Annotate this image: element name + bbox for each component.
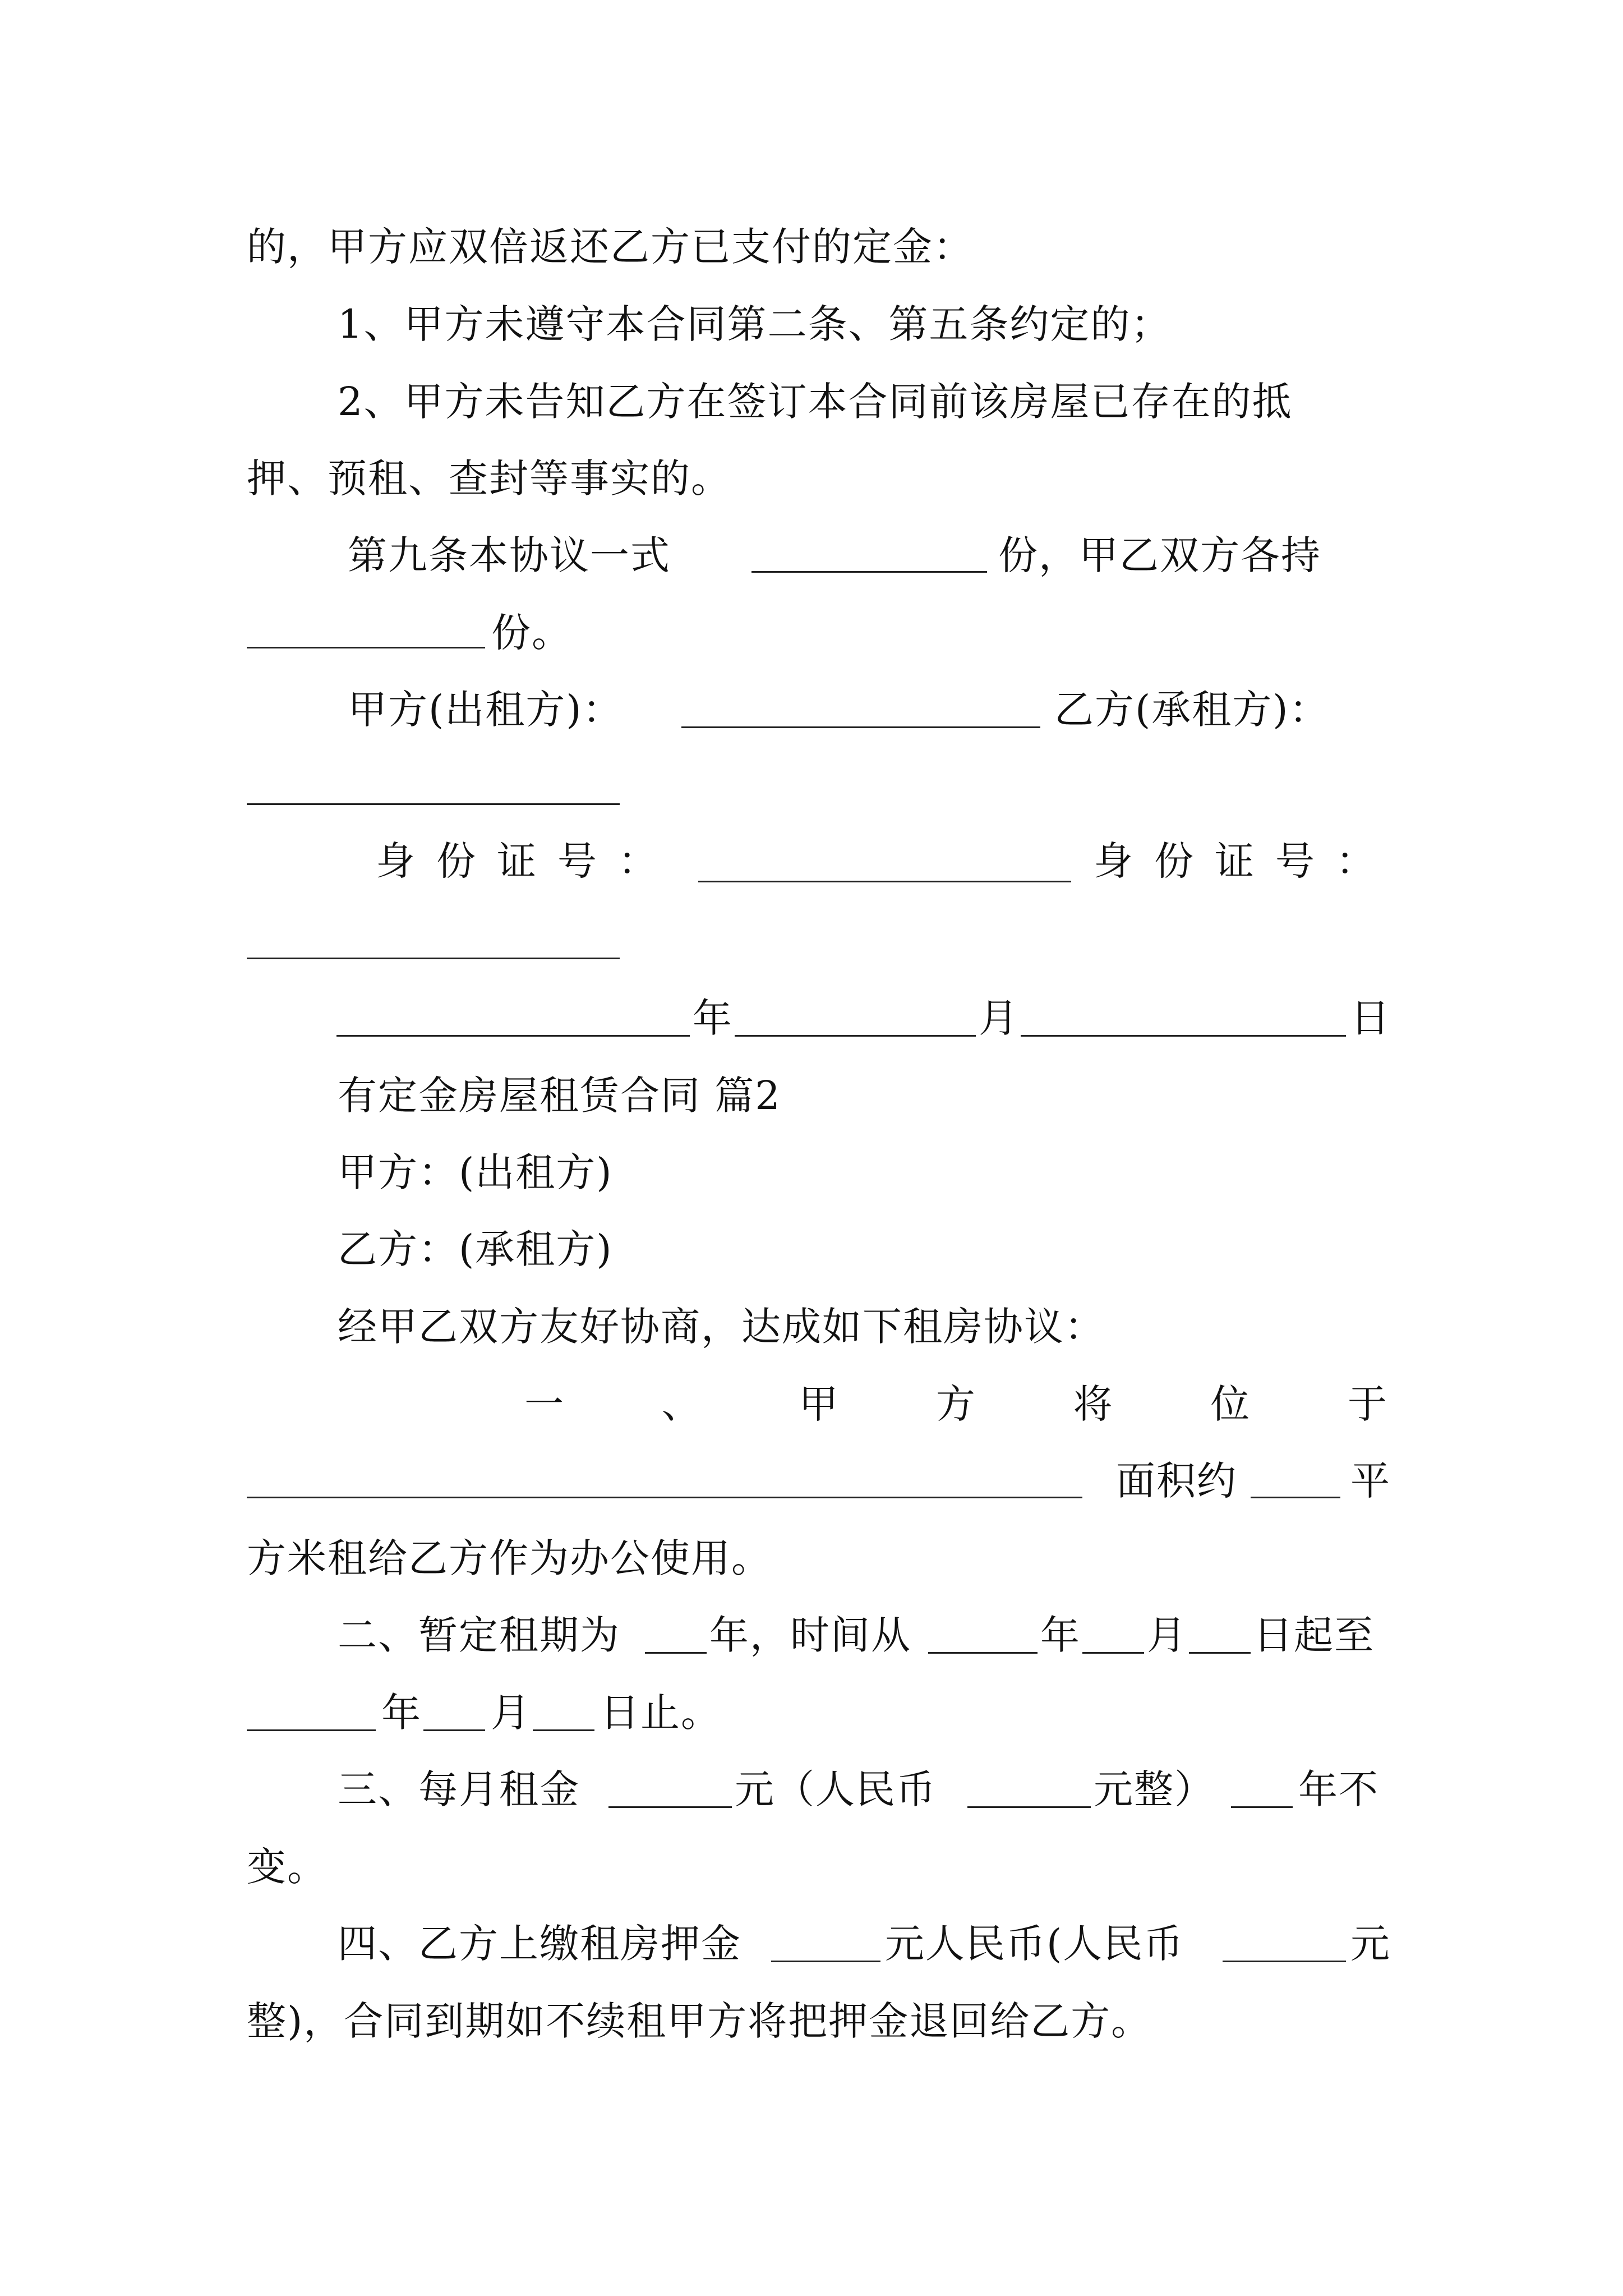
fill-blank xyxy=(533,1729,594,1731)
char: 于 xyxy=(1347,1381,1388,1427)
fill-blank xyxy=(247,1497,1082,1498)
fill-blank xyxy=(336,1035,690,1037)
text-line: 2、甲方未告知乙方在签订本合同前该房屋已存在的抵 xyxy=(338,379,1293,425)
text-line: 日起至 xyxy=(1253,1612,1375,1658)
text-line: 整)，合同到期如不续租甲方将把押金退回给乙方。 xyxy=(247,1998,1152,2044)
text-line: 押、预租、查封等事实的。 xyxy=(247,455,731,501)
fill-blank xyxy=(247,958,620,959)
text-line: 甲方(出租方)： xyxy=(348,687,623,733)
fill-blank xyxy=(608,1806,732,1808)
text-line: 元人民币(人民币 xyxy=(885,1921,1184,1967)
fill-blank xyxy=(681,726,1040,728)
fill-blank xyxy=(1251,1497,1340,1498)
text-line: 1、甲方未遵守本合同第二条、第五条约定的； xyxy=(338,301,1172,347)
text-line: 日止。 xyxy=(600,1690,721,1736)
text-line: 三、每月租金 xyxy=(338,1766,580,1812)
char: 甲 xyxy=(799,1381,840,1427)
text-line: 平 xyxy=(1350,1458,1391,1504)
char: 将 xyxy=(1073,1381,1114,1427)
section-title: 有定金房屋租赁合同 篇2 xyxy=(338,1073,781,1119)
text-line: 甲方：(出租方) xyxy=(338,1149,613,1195)
text-line: 变。 xyxy=(247,1844,328,1890)
text-line: 身份证号： xyxy=(1094,838,1396,884)
fill-blank xyxy=(967,1806,1091,1808)
text-line: 年 xyxy=(693,995,733,1041)
fill-blank xyxy=(771,1961,880,1962)
fill-blank xyxy=(1082,1652,1144,1654)
text-line: 身份证号： xyxy=(376,838,679,884)
text-line: 二、暂定租期为 xyxy=(338,1612,620,1658)
fill-blank xyxy=(928,1652,1038,1654)
fill-blank xyxy=(247,647,485,648)
fill-blank xyxy=(1223,1961,1346,1962)
text-line: 的，甲方应双倍返还乙方已支付的定金： xyxy=(247,224,974,270)
text-line: 份，甲乙双方各持 xyxy=(998,532,1321,578)
char: 方 xyxy=(935,1381,976,1427)
char: 、 xyxy=(661,1381,702,1427)
text-line: 份。 xyxy=(491,610,572,656)
text-line: 元 xyxy=(1350,1921,1391,1967)
text-line: 元整） xyxy=(1094,1766,1215,1812)
fill-blank xyxy=(1021,1035,1346,1037)
text-line: 月 xyxy=(1147,1612,1187,1658)
text-line: 年不 xyxy=(1298,1766,1379,1812)
text-line: 方米租给乙方作为办公使用。 xyxy=(247,1535,772,1581)
text-line: 年 xyxy=(381,1690,422,1736)
fill-blank xyxy=(645,1652,707,1654)
text-line: 元（人民币 xyxy=(735,1766,937,1812)
text-line xyxy=(524,1381,1388,1427)
fill-blank xyxy=(247,1729,376,1731)
text-line: 经甲乙双方友好协商，达成如下租房协议： xyxy=(338,1304,1105,1350)
text-line: 月 xyxy=(491,1690,531,1736)
fill-blank xyxy=(1189,1652,1251,1654)
text-line: 日 xyxy=(1350,995,1391,1041)
text-line: 第九条本协议一式 xyxy=(348,532,671,578)
text-line: 乙方(承租方)： xyxy=(1054,687,1330,733)
fill-blank xyxy=(751,571,987,573)
char: 位 xyxy=(1210,1381,1251,1427)
fill-blank xyxy=(735,1035,976,1037)
text-line: 年，时间从 xyxy=(709,1612,911,1658)
text-line: 月 xyxy=(979,995,1019,1041)
fill-blank xyxy=(1231,1806,1293,1808)
text-line: 乙方：(承租方) xyxy=(338,1226,613,1272)
fill-blank xyxy=(423,1729,485,1731)
text-line: 面积约 xyxy=(1116,1458,1237,1504)
fill-blank xyxy=(698,881,1071,882)
char: 一 xyxy=(524,1381,565,1427)
text-line: 年 xyxy=(1040,1612,1081,1658)
fill-blank xyxy=(247,803,620,805)
text-line: 四、乙方上缴租房押金 xyxy=(338,1921,741,1967)
